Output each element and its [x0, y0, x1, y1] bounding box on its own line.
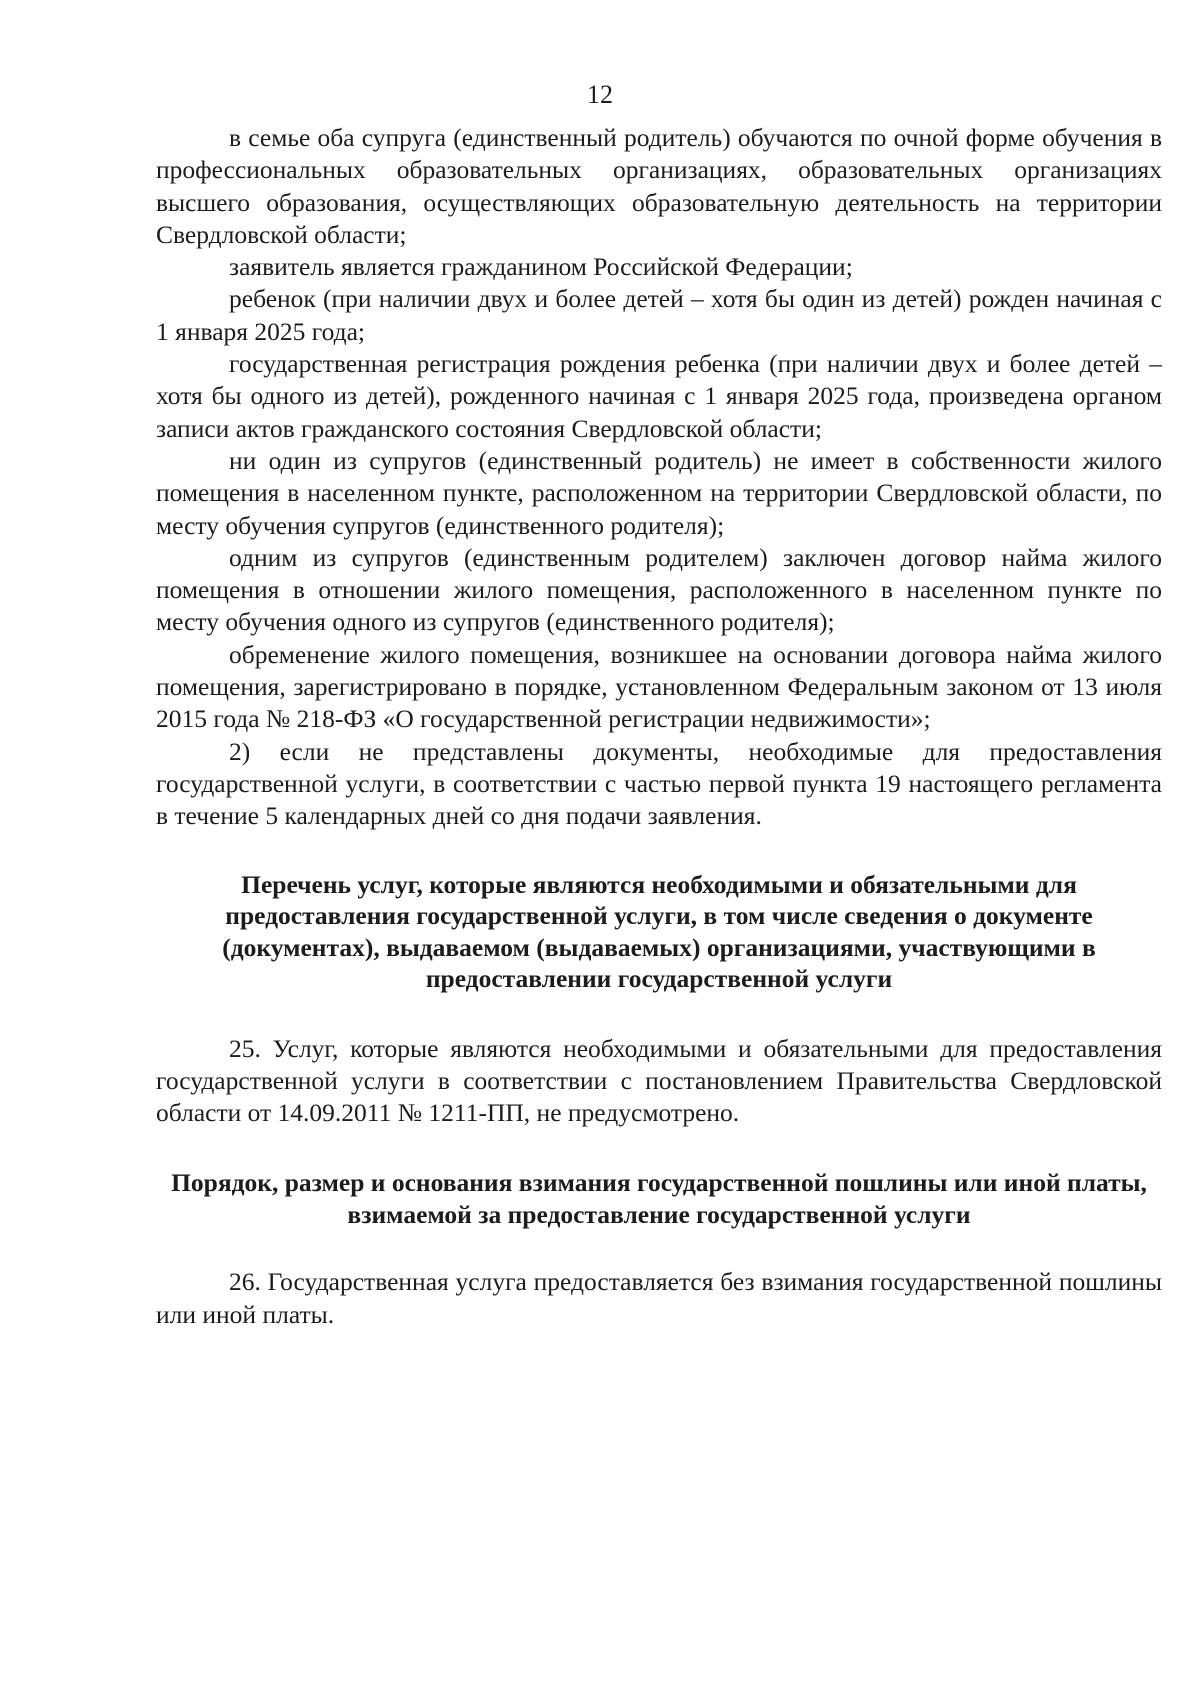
paragraph-25: 25. Услуг, которые являются необходимыми и обязательными для предоставления государственной услуги в соответствии с постановлением Правительства Свердловской области от 14.09.2011 № 1211-ПП, не предусмотрено.	[156, 1033, 1162, 1128]
paragraph-spouses-studying: в семье оба супруга (единственный родитель) обучаются по очной форме обучения в профессиональных образовательных организациях, образовательных организациях высшего образования, осуществляющих образовательную деятельность на территории Свердловской области;	[156, 123, 1162, 249]
section-heading-state-fee: Порядок, размер и основания взимания государственной пошлины или иной платы, взимаемой за предоставление государственной услуги	[171, 1168, 1147, 1229]
section-heading-required-services: Перечень услуг, которые являются необходимыми и обязательными для предоставления государственной услуги, в том числе сведения о документе (документах), выдаваемом (выдаваемых) организациями, участвующими в предоставлении государственной услуги	[222, 869, 1096, 994]
paragraph-encumbrance: обременение жилого помещения, возникшее на основании договора найма жилого помещения, зарегистрировано в порядке, установленном Федеральным законом от 13 июля 2015 года № 218-ФЗ «О государственной регистрации недвижимости»;	[156, 639, 1162, 734]
paragraph-birth-registration: государственная регистрация рождения ребенка (при наличии двух и более детей – хотя бы одного из детей), рожденного начиная с 1 января 2025 года, произведена органом записи актов гражданского состояния Свердловской области;	[156, 349, 1162, 443]
document-body	[156, 122, 1162, 1331]
paragraph-citizenship: заявитель является гражданином Российской Федерации;	[229, 252, 853, 282]
paragraph-missing-documents: 2) если не представлены документы, необходимые для предоставления государственной услуги, в соответствии с частью первой пункта 19 настоящего регламента в течение 5 календарных дней со дня подачи заявления.	[156, 736, 1162, 831]
paragraph-26: 26. Государственная услуга предоставляется без взимания государственной пошлины или иной платы.	[156, 1267, 1162, 1329]
paragraph-no-property: ни один из супругов (единственный родитель) не имеет в собственности жилого помещения в населенном пункте, расположенном на территории Свердловской области, по месту обучения супругов (единственного родителя);	[156, 445, 1162, 540]
paragraph-lease-contract: одним из супругов (единственным родителем) заключен договор найма жилого помещения в отношении жилого помещения, расположенного в населенном пункте по месту обучения одного из супругов (единственного родителя);	[156, 542, 1162, 637]
paragraph-child-born: ребенок (при наличии двух и более детей – хотя бы один из детей) рожден начиная с 1 января 2025 года;	[156, 284, 1162, 346]
page-number: 12	[587, 80, 613, 109]
